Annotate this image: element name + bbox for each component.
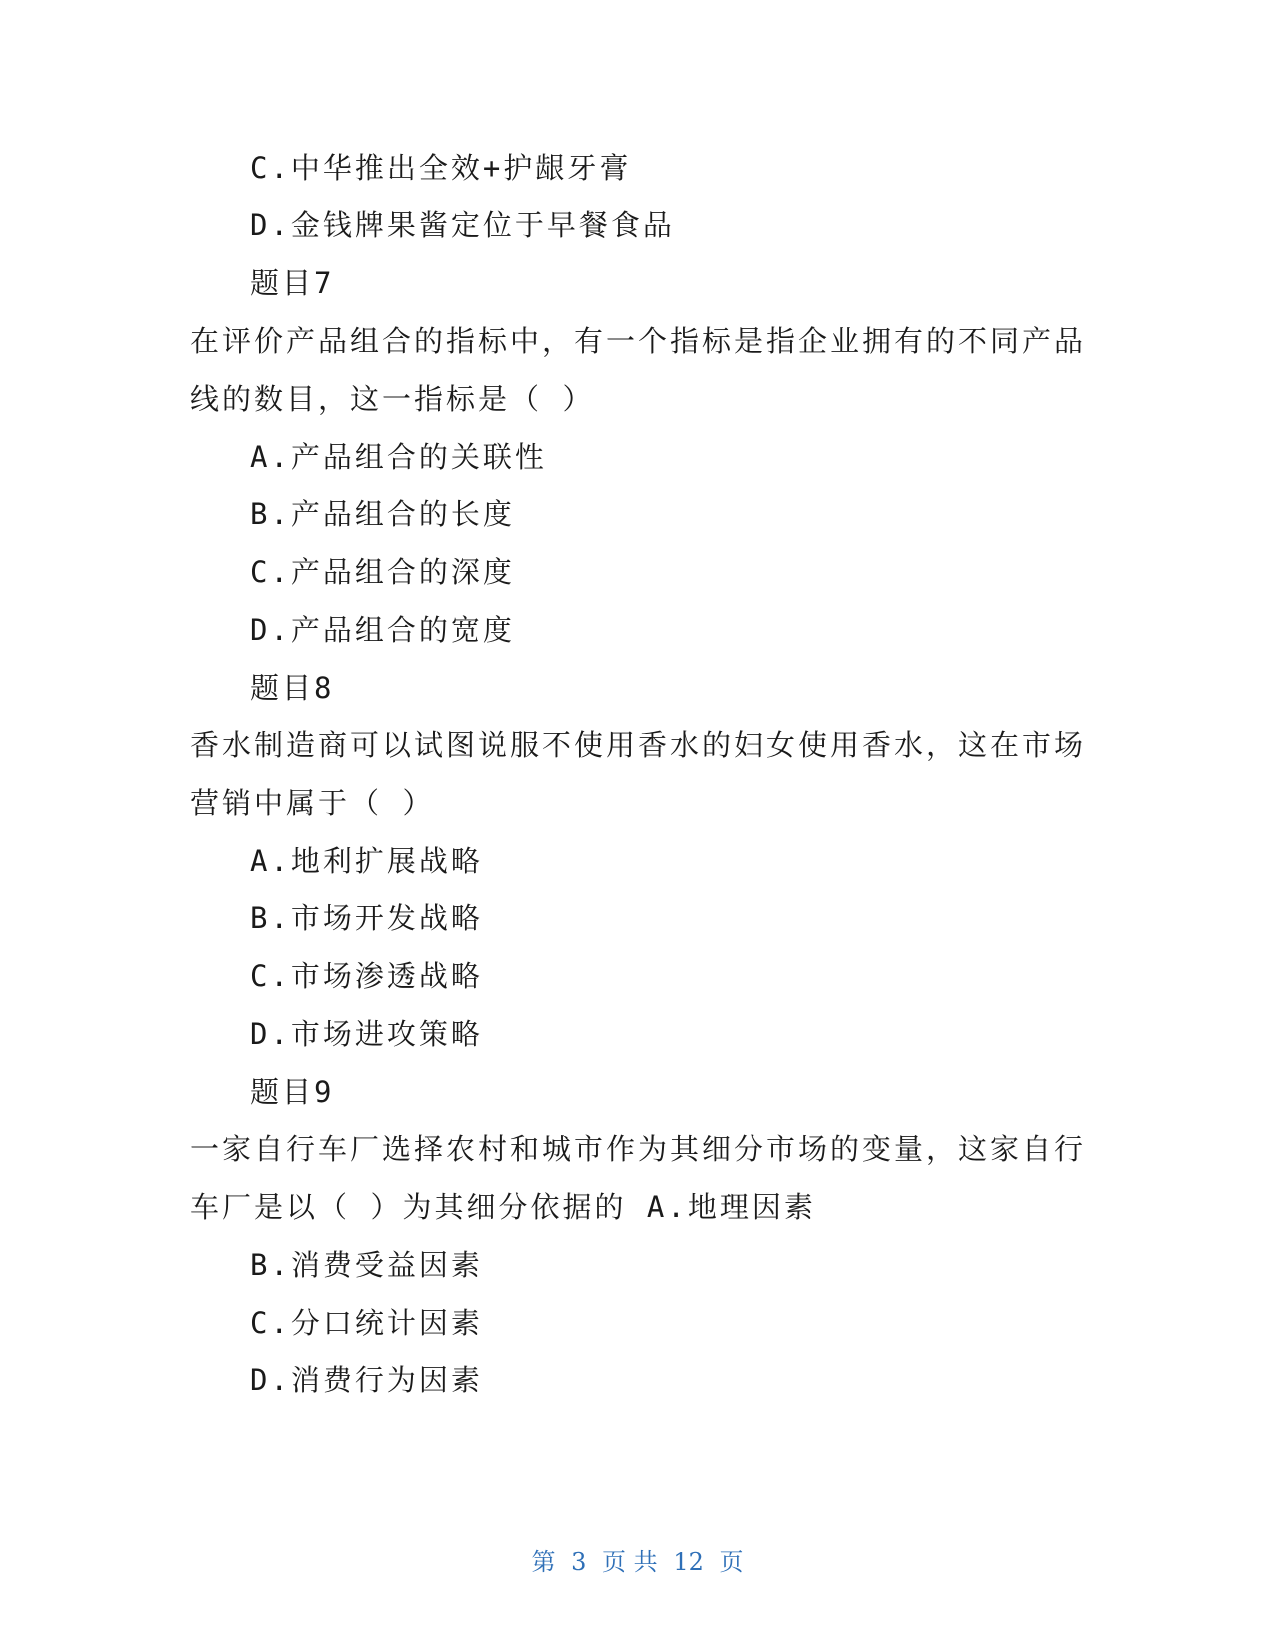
q8-option-b: B.市场开发战略 (250, 901, 483, 935)
q7-heading: 题目7 (250, 266, 335, 300)
q6-option-d: D.金钱牌果酱定位于早餐食品 (250, 208, 675, 242)
q7-option-b: B.产品组合的长度 (250, 497, 515, 531)
footer-prefix: 第 (531, 1548, 556, 1576)
q9-option-d: D.消费行为因素 (250, 1363, 483, 1397)
footer-suffix: 页 (719, 1548, 744, 1576)
q7-stem-line1: 在评价产品组合的指标中，有一个指标是指企业拥有的不同产品 (190, 324, 1087, 358)
footer-total-pages: 12 (673, 1548, 704, 1576)
q8-stem-line1: 香水制造商可以试图说服不使用香水的妇女使用香水，这在市场 (190, 728, 1087, 762)
footer-page-number: 3 (571, 1548, 587, 1576)
footer-middle: 页 共 (602, 1548, 658, 1576)
q7-option-a: A.产品组合的关联性 (250, 440, 547, 474)
q7-stem-line2: 线的数目，这一指标是（ ） (190, 382, 595, 416)
q7-option-c: C.产品组合的深度 (250, 555, 515, 589)
page-footer (0, 1542, 1275, 1577)
q8-option-a: A.地利扩展战略 (250, 844, 483, 878)
q9-option-c: C.分口统计因素 (250, 1306, 483, 1340)
q9-heading: 题目9 (250, 1075, 335, 1109)
q9-stem-line1: 一家自行车厂选择农村和城市作为其细分市场的变量，这家自行 (190, 1132, 1087, 1166)
q8-option-c: C.市场渗透战略 (250, 959, 483, 993)
q8-heading: 题目8 (250, 671, 335, 705)
q8-option-d: D.市场进攻策略 (250, 1017, 483, 1051)
q6-option-c: C.中华推出全效+护龈牙膏 (250, 151, 632, 185)
q8-stem-line2: 营销中属于（ ） (190, 786, 435, 820)
q7-option-d: D.产品组合的宽度 (250, 613, 515, 647)
q9-stem-line2: 车厂是以（ ）为其细分依据的 A.地理因素 (190, 1190, 816, 1224)
q9-option-b: B.消费受益因素 (250, 1248, 483, 1282)
